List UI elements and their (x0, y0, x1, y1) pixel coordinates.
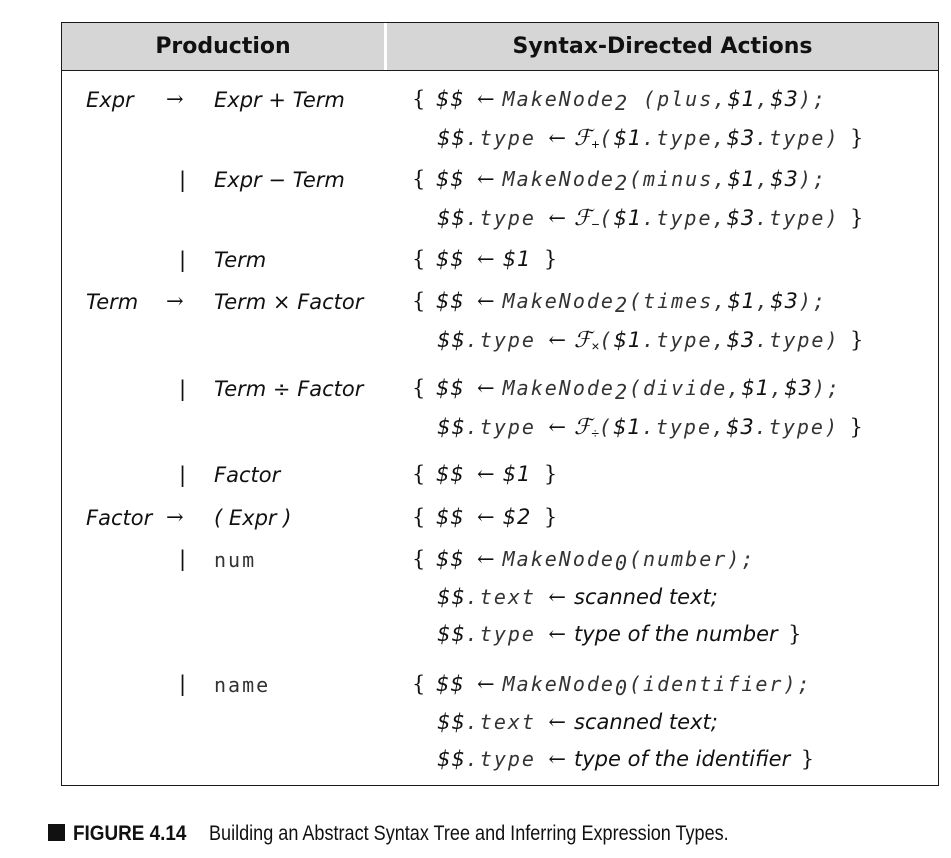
action-line (412, 507, 557, 528)
actions-column-header: Syntax-Directed Actions (512, 34, 813, 59)
assign-arrow: ← (548, 328, 567, 352)
action-line (437, 624, 801, 645)
makenode-name: MakeNode (502, 167, 615, 191)
production-rhs: ( Expr ) (214, 506, 292, 530)
makenode-arity: 0 (614, 676, 629, 700)
assign-arrow: ← (477, 167, 495, 191)
close-brace: } (849, 126, 864, 150)
action-text: scanned text; (574, 585, 718, 609)
dollar-dollar: $$ (435, 505, 465, 529)
arrow-symbol: → (166, 505, 184, 529)
arg: $3 (726, 415, 755, 439)
dollar-dollar: $$ (435, 289, 465, 313)
production-lhs: Term (86, 290, 139, 314)
makenode-name: MakeNode (502, 672, 615, 696)
makenode-arity: 2 (614, 91, 629, 115)
dollar-dollar: $$ (437, 206, 466, 230)
action-text: type of the identifier (574, 747, 791, 771)
action-line (437, 712, 718, 733)
action-line: { $$ ← MakeNode$_2$(times,$1,$3); (412, 289, 827, 317)
close-brace: } (849, 206, 864, 230)
type-function-op: + (591, 136, 600, 152)
close-brace: } (543, 462, 558, 486)
figure-caption (48, 822, 813, 846)
type-function-op: ÷ (591, 425, 599, 441)
arg: $1 (741, 376, 771, 400)
action-line (437, 587, 718, 608)
arg: $3 (726, 126, 756, 150)
production-rhs: Expr + Term (214, 88, 345, 112)
makenode-name: MakeNode (502, 289, 615, 313)
assign-arrow: ← (477, 376, 495, 400)
action-line: $$.type ← ℱ$_\div$($1.type,$3.type) } (437, 415, 863, 441)
alternative-bar: | (179, 248, 187, 272)
action-line (437, 749, 814, 770)
op-name: plus (657, 87, 714, 111)
attr: .type (465, 126, 536, 150)
assign-arrow: ← (477, 289, 495, 313)
arg: $3 (726, 328, 756, 352)
arg: $1 (502, 462, 532, 486)
arg: $1 (613, 328, 643, 352)
open-brace: { (412, 87, 426, 111)
action-line: { $$ ← MakeNode$_2$(divide,$1,$3); (412, 376, 841, 404)
arg: $3 (726, 206, 756, 230)
open-brace: { (412, 672, 426, 696)
alternative-bar: | (179, 672, 187, 696)
arg: $1 (613, 126, 643, 150)
type-function: ℱ (574, 206, 592, 231)
open-brace: { (412, 289, 426, 313)
dollar-dollar: $$ (437, 126, 466, 150)
assign-arrow: ← (548, 206, 567, 230)
attr: .text (465, 710, 536, 734)
assign-arrow: ← (548, 710, 567, 734)
arrow-symbol: → (166, 87, 184, 111)
assign-arrow: ← (548, 126, 567, 150)
close-brace: } (800, 747, 815, 771)
dollar-dollar: $$ (437, 585, 466, 609)
attr: .text (465, 585, 536, 609)
table-header (62, 23, 938, 71)
makenode-arity: 0 (614, 551, 629, 575)
arg: $1 (727, 167, 757, 191)
dollar-dollar: $$ (435, 376, 465, 400)
arg: $3 (784, 376, 813, 400)
op-name: number (643, 547, 728, 571)
action-line: { $$ ← MakeNode$_0$(identifier); (412, 672, 812, 700)
arg: $1 (502, 247, 532, 271)
arrow-symbol: → (166, 289, 184, 313)
alternative-bar: | (179, 168, 187, 192)
dollar-dollar: $$ (437, 415, 466, 439)
attr: .type (465, 415, 536, 439)
action-line: { $$ ← MakeNode$_2$ (plus,$1,$3); (412, 87, 827, 115)
production-rhs: Term ÷ Factor (214, 377, 364, 401)
production-column-header: Production (155, 34, 291, 59)
open-brace: { (412, 376, 426, 400)
action-line (412, 464, 557, 485)
close-brace: } (543, 247, 558, 271)
makenode-arity: 2 (614, 171, 629, 195)
open-brace: { (412, 547, 426, 571)
makenode-arity: 2 (614, 293, 629, 317)
arg: $1 (613, 206, 643, 230)
attr: .type (465, 747, 536, 771)
action-text: type of the number (574, 622, 778, 646)
assign-arrow: ← (548, 747, 567, 771)
arg: $3 (770, 87, 799, 111)
dollar-dollar: $$ (435, 462, 465, 486)
open-brace: { (412, 247, 426, 271)
open-brace: { (412, 505, 426, 529)
arg: $1 (727, 289, 757, 313)
dollar-dollar: $$ (435, 87, 465, 111)
dollar-dollar: $$ (437, 328, 466, 352)
production-lhs: Expr (86, 88, 134, 112)
makenode-name: MakeNode (502, 376, 615, 400)
action-line: { $$ ← MakeNode$_2$(minus,$1,$3); (412, 167, 827, 195)
dollar-dollar: $$ (437, 747, 466, 771)
assign-arrow: ← (477, 87, 495, 111)
dollar-dollar: $$ (435, 167, 465, 191)
production-rhs: Expr − Term (214, 168, 345, 192)
dollar-dollar: $$ (437, 622, 466, 646)
arg: $3 (770, 167, 799, 191)
arg: $2 (502, 505, 532, 529)
production-rhs-name: name (214, 673, 271, 697)
dollar-dollar: $$ (435, 247, 465, 271)
assign-arrow: ← (548, 622, 567, 646)
open-brace: { (412, 167, 426, 191)
arg: $1 (613, 415, 642, 439)
close-brace: } (849, 328, 864, 352)
type-function-op: × (591, 338, 600, 354)
close-brace: } (849, 415, 863, 439)
assign-arrow: ← (477, 547, 495, 571)
production-rhs: Term × Factor (214, 290, 364, 314)
action-line: { $$ ← MakeNode$_0$(number); (412, 547, 756, 575)
type-function: ℱ (574, 415, 592, 440)
action-line: $$.type ← ℱ$_\times$($1.type,$3.type) } (437, 328, 864, 354)
assign-arrow: ← (477, 462, 495, 486)
alternative-bar: | (179, 377, 187, 401)
attr: .type (465, 328, 536, 352)
assign-arrow: ← (477, 247, 495, 271)
type-function: ℱ (574, 328, 592, 353)
assign-arrow: ← (548, 415, 567, 439)
production-rhs-num: num (214, 548, 257, 572)
dollar-dollar: $$ (435, 672, 465, 696)
makenode-name: MakeNode (502, 547, 615, 571)
action-line: $$.type ← ℱ$_+$($1.type,$3.type) } (437, 126, 864, 152)
arg: $3 (770, 289, 799, 313)
production-rhs: Factor (214, 463, 281, 487)
dollar-dollar: $$ (435, 547, 465, 571)
caption-text: Building an Abstract Syntax Tree and Inferring Expression Types. (209, 822, 729, 845)
close-brace: } (543, 505, 558, 529)
production-lhs: Factor (86, 506, 153, 530)
op-name: minus (643, 167, 714, 191)
assign-arrow: ← (548, 585, 567, 609)
production-rhs: Term (214, 248, 267, 272)
caption-square-icon (48, 824, 65, 841)
action-line (412, 249, 557, 270)
alternative-bar: | (179, 463, 187, 487)
close-brace: } (788, 622, 802, 646)
action-line: $$.type ← ℱ$_-$($1.type,$3.type) } (437, 206, 864, 232)
figure-number: FIGURE 4.14 (73, 822, 187, 845)
assign-arrow: ← (477, 672, 495, 696)
assign-arrow: ← (477, 505, 495, 529)
attr: .type (465, 622, 536, 646)
arg: $1 (727, 87, 757, 111)
type-function-op: − (591, 216, 600, 232)
open-brace: { (412, 462, 426, 486)
alternative-bar: | (179, 547, 187, 571)
op-name: times (643, 289, 714, 313)
attr: .type (465, 206, 536, 230)
type-function: ℱ (574, 126, 592, 151)
makenode-arity: 2 (614, 380, 629, 404)
action-text: scanned text; (574, 710, 718, 734)
op-name: identifier (643, 672, 784, 696)
makenode-name: MakeNode (502, 87, 615, 111)
op-name: divide (643, 376, 728, 400)
dollar-dollar: $$ (437, 710, 466, 734)
